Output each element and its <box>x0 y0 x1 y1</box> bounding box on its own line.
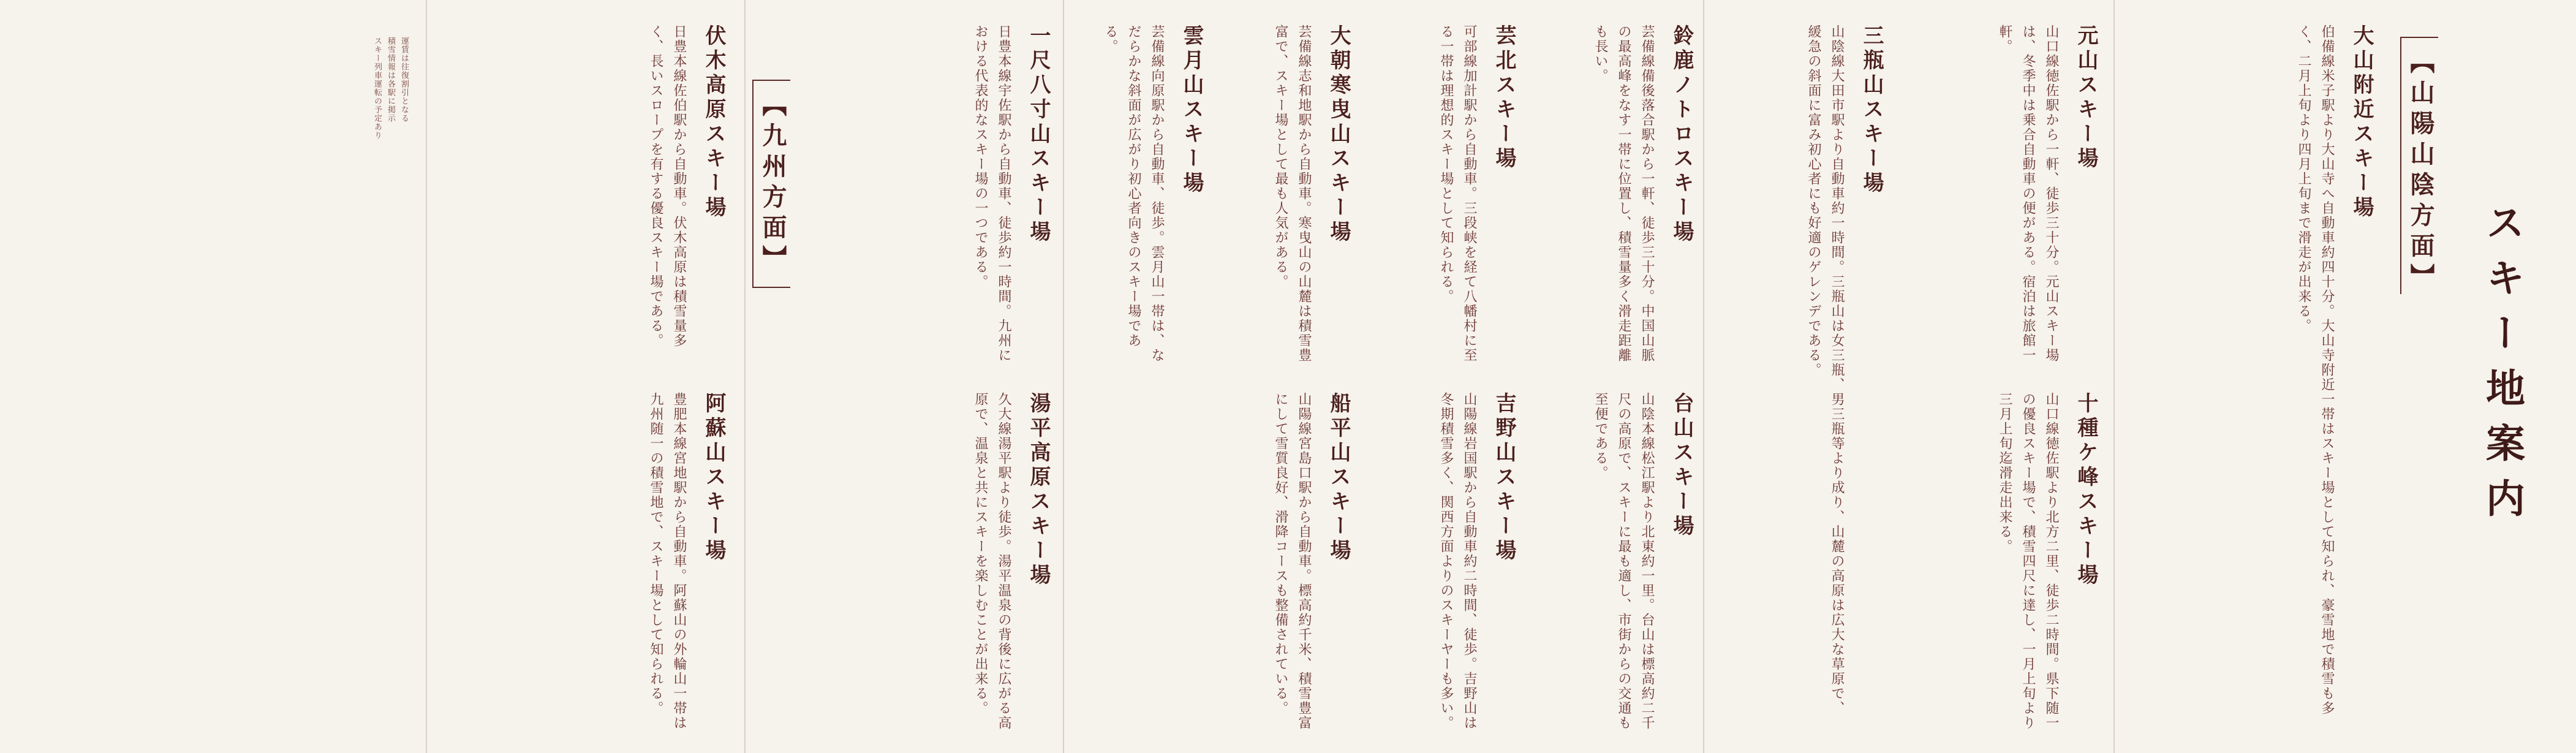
section-heading: 雲月山スキー場 <box>1179 25 1204 196</box>
section-heading: 船平山スキー場 <box>1326 392 1351 564</box>
section-heading: 湯平高原スキー場 <box>1026 392 1051 588</box>
section-body: 山陽線宮島口駅から自動車。標高約千米、積雪豊富にして雪質良好、滑降コースも整備されている。 <box>1273 392 1312 730</box>
section-sanbe <box>1715 25 1887 729</box>
section-tosugamine <box>1899 392 2101 735</box>
section-body: 日豊本線佐伯駅から自動車。伏木高原は積雪量多く、長いスロープを有する優良スキー場である。 <box>648 25 687 348</box>
note-item: 運賃は往復割引となる <box>399 37 409 123</box>
section-daisen <box>2132 25 2377 729</box>
note-item: 積雪情報は各駅に掲示 <box>386 37 395 123</box>
section-body: 山陰線大田市駅より自動車約一時間。三瓶山は女三瓶、男三瓶等より成り、山麓の高原は広大な草原で、緩急の斜面に富み初心者にも好適のゲレンデである。 <box>1806 25 1845 716</box>
section-body: 芸備線向原駅から自動車、徒歩。雲月山一帯は、なだらかな斜面が広がり初心者向きのスキー場である。 <box>1103 25 1165 363</box>
title-text: スキー地案内 <box>2479 202 2525 533</box>
section-heading: 三瓶山スキー場 <box>1859 25 1884 196</box>
section-oasa <box>1219 25 1354 368</box>
section-heading: 元山スキー場 <box>2074 25 2098 172</box>
section-heading: 台山スキー場 <box>1669 392 1694 539</box>
section-aso <box>441 392 729 735</box>
section-heading: 大朝寒曳山スキー場 <box>1326 25 1351 245</box>
section-body: 豊肥本線宮地駅から自動車。阿蘇山の外輪山一帯は九州随一の積雪地で、スキー場として知られる。 <box>648 392 687 730</box>
section-body: 芸備線備後落合駅から一軒、徒歩三十分。中国山脈の最高峰をなす一帯に位置し、積雪量多く滑走距離も長い。 <box>1593 25 1655 363</box>
section-body: 伯備線米子駅より大山寺へ自動車約四十分。大山寺附近一帯はスキー場として知られ、豪雪地で積雪も多く、二月上旬より四月上旬まで滑走が出来る。 <box>2296 25 2335 716</box>
note-item: スキー列車運転の予定あり <box>372 37 382 140</box>
section-geihoku <box>1366 25 1519 368</box>
section-heading: 芸北スキー場 <box>1492 25 1516 172</box>
section-heading: 十種ケ峰スキー場 <box>2074 392 2098 588</box>
section-body: 山陰本線松江駅より北東約一里。台山は標高約二千尺の高原で、スキーに最も適し、市街からの交通も至便である。 <box>1593 392 1655 730</box>
section-body: 可部線加計駅から自動車。三段峡を経て八幡村に至る一帯は理想的スキー場として知られる。 <box>1438 25 1477 363</box>
section-body: 日豊本線宇佐駅から自動車、徒歩約一時間。九州における代表的なスキー場の一つである。 <box>973 25 1011 363</box>
section-heading: 一尺八寸山スキー場 <box>1026 25 1051 245</box>
notes-column <box>319 37 410 711</box>
fold-line <box>426 0 427 753</box>
section-noto <box>1532 25 1697 368</box>
section-heading: 阿蘇山スキー場 <box>701 392 726 564</box>
section-heading: 大山附近スキー場 <box>2349 25 2374 221</box>
section-isshaku <box>809 25 1054 368</box>
region-label: 【九州方面】 <box>741 80 790 312</box>
section-funahira <box>1078 392 1354 735</box>
section-ungetsu <box>1078 25 1207 368</box>
section-body: 山口線徳佐駅より北方二里、徒歩二時間。県下随一の優良スキー場で、積雪四尺に達し、一月上旬より三月上旬迄滑走出来る。 <box>1997 392 2059 730</box>
section-motoyama <box>1899 25 2101 368</box>
fold-line <box>1703 0 1704 753</box>
section-yunohira <box>809 392 1054 735</box>
region-label: 【山陽山陰方面】 <box>2389 37 2438 294</box>
section-body: 久大線湯平駅より徒歩。湯平温泉の背後に広がる高原で、温泉と共にスキーを楽しむことが出来る。 <box>973 392 1011 730</box>
section-heading: 伏木高原スキー場 <box>701 25 726 221</box>
fold-line <box>1063 0 1064 753</box>
section-fushiki <box>441 25 729 368</box>
section-heading: 吉野山スキー場 <box>1492 392 1516 564</box>
document-title <box>2463 202 2530 594</box>
section-body: 山口線徳佐駅から一軒、徒歩三十分。元山スキー場は、冬季中は乗合自動車の便がある。宿泊は旅館一軒。 <box>1997 25 2059 363</box>
section-body: 芸備線志和地駅から自動車。寒曳山の山麓は積雪豊富で、スキー場として最も人気がある。 <box>1273 25 1312 363</box>
section-kambiki <box>1366 392 1519 735</box>
fold-line <box>2113 0 2115 753</box>
section-body: 山陽線岩国駅から自動車約二時間、徒歩。吉野山は冬期積雪多く、関西方面よりのスキーヤーも多い。 <box>1438 392 1477 730</box>
section-daisan <box>1532 392 1697 735</box>
section-heading: 鈴鹿ノトロスキー場 <box>1669 25 1694 245</box>
